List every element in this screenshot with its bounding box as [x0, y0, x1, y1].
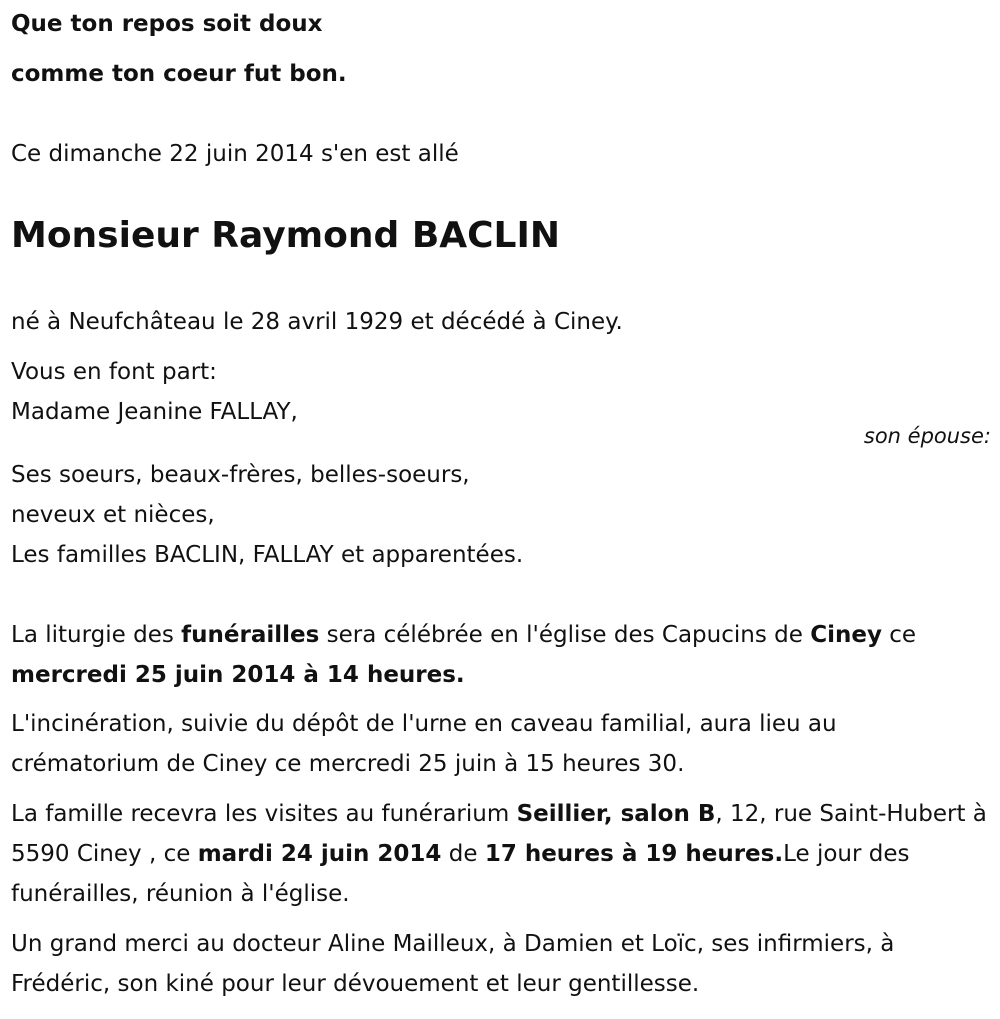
- spouse-note: son épouse:: [863, 424, 991, 448]
- visits-text-2: , 12, rue Saint-Hubert à 5590 Ciney , ce: [11, 801, 987, 867]
- cremation-paragraph: L'incinération, suivie du dépôt de l'urne en caveau familial, aura lieu au crématorium de Ciney ce mercredi 25 juin à 15 heures 30.: [11, 711, 837, 777]
- funeral-text-2: sera célébrée en l'église des Capucins de: [319, 622, 811, 648]
- visits-bold-2: mardi 24 juin 2014: [197, 841, 442, 867]
- visits-text-1: La famille recevra les visites au funérarium: [11, 801, 517, 827]
- epitaph-line-1: Que ton repos soit doux: [11, 11, 323, 37]
- announcers-heading: Vous en font part:: [11, 359, 217, 385]
- family-line-2: neveux et nièces,: [11, 502, 215, 528]
- visits-bold-3: 17 heures à 19 heures.: [484, 841, 784, 867]
- funeral-bold-2: Ciney: [810, 622, 882, 648]
- intro-text: Ce dimanche 22 juin 2014 s'en est allé: [11, 141, 459, 167]
- thanks-paragraph: Un grand merci au docteur Aline Mailleux, à Damien et Loïc, ses infirmiers, à Frédéric, son kiné pour leur dévouement et leur gentillesse.: [11, 931, 895, 997]
- spouse-name: Madame Jeanine FALLAY,: [11, 399, 298, 425]
- epitaph-line-2: comme ton coeur fut bon.: [11, 61, 347, 87]
- family-line-1: Ses soeurs, beaux-frères, belles-soeurs,: [11, 462, 470, 488]
- funeral-bold-3: mercredi 25 juin 2014 à 14 heures.: [11, 662, 465, 688]
- funeral-text-3: ce: [881, 622, 917, 648]
- funeral-paragraph: [11, 615, 991, 695]
- funeral-bold-1: funérailles: [181, 622, 320, 648]
- family-line-3: Les familles BACLIN, FALLAY et apparentées.: [11, 542, 524, 568]
- visits-text-3: de: [441, 841, 485, 867]
- birth-death-text: né à Neufchâteau le 28 avril 1929 et décédé à Ciney.: [11, 309, 623, 335]
- visits-paragraph: [11, 794, 991, 914]
- visits-text-4: Le jour des funérailles, réunion à l'église.: [11, 841, 910, 907]
- deceased-name: Monsieur Raymond BACLIN: [11, 215, 561, 256]
- funeral-text-1: La liturgie des: [11, 622, 182, 648]
- visits-bold-1: Seillier, salon B: [516, 801, 716, 827]
